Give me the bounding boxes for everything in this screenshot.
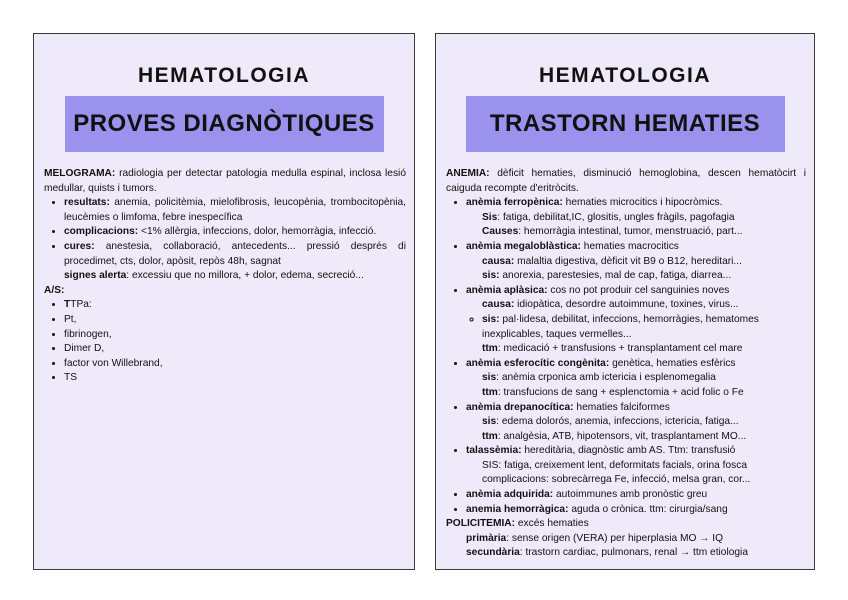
sub-list-item <box>482 298 806 313</box>
item-label: anèmia ferropènica: <box>466 197 563 209</box>
list-item <box>466 532 806 547</box>
item-label: Sis <box>482 211 498 223</box>
item-text: : edema dolorós, anemia, infeccions, ictericia, fatiga... <box>496 416 739 428</box>
item-text: TPa: <box>70 299 92 311</box>
sub-list-item <box>482 211 806 226</box>
item-text: complicacions: sobrecàrrega Fe, infecció, melsa gran, cor... <box>482 474 751 486</box>
item-label: anèmia adquirida: <box>466 489 554 501</box>
item-text: anestesia, collaboració, antecedents... pressió després di procedimet, cts, dolor, apòsit, repòs 48h, sagnat <box>64 240 406 267</box>
policitemia-label: POLICITEMIA: <box>446 518 516 530</box>
list-item <box>466 357 806 401</box>
list-item <box>466 546 806 561</box>
item-label: anèmia megaloblàstica: <box>466 240 581 252</box>
as-list <box>44 298 406 386</box>
card-trastorn-hematies <box>435 33 815 570</box>
item-text: idiopàtica, desordre autoimmune, toxines, virus... <box>514 299 739 311</box>
sub-list-item <box>482 255 806 270</box>
item-text: aguda o crònica. ttm: cirurgia/sang <box>568 503 728 515</box>
sub-list-item <box>482 313 806 342</box>
as-heading <box>44 284 406 299</box>
item-text: Dimer D, <box>64 343 105 355</box>
sub-list <box>466 459 806 488</box>
list-item <box>466 401 806 445</box>
item-label: ttm <box>482 386 498 398</box>
item-text: : hemorràgia intestinal, tumor, menstruació, part... <box>518 226 743 238</box>
item-label: sis <box>482 416 497 428</box>
melograma-text: radiologia per detectar patologia medulla espinal, inclosa lesió medullar, quists i tumors. <box>44 168 406 194</box>
item-text: : medicació + transfusions + transplantament cel mare <box>497 343 743 355</box>
melograma-list <box>44 196 406 284</box>
item-text: SIS: fatiga, creixement lent, deformitats facials, orina fosca <box>482 459 747 471</box>
sub-list-item <box>482 430 806 445</box>
item-label: causa: <box>482 299 515 311</box>
item-label: primària <box>466 532 507 544</box>
item-label: talassèmia: <box>466 445 522 457</box>
list-item <box>466 444 806 488</box>
right-section-title: HEMATOLOGIA <box>538 64 712 87</box>
list-item <box>64 342 406 357</box>
left-section-title: HEMATOLOGIA <box>137 64 311 87</box>
item-text: Pt, <box>64 313 77 325</box>
sub-list-item <box>482 269 806 284</box>
list-item <box>64 225 406 240</box>
item-text: TS <box>64 372 78 384</box>
as-label: A/S: <box>44 284 65 296</box>
list-item <box>64 371 406 386</box>
item-text: : excessiu que no millora, + dolor, edema, secreció... <box>126 270 364 282</box>
item-label: causa: <box>482 255 515 267</box>
sub-list-item <box>482 386 806 401</box>
sub-list <box>466 371 806 400</box>
item-text: cos no pot produir cel sanguinies noves <box>547 284 730 296</box>
item-label: secundària <box>466 547 520 559</box>
item-text: <1% allèrgia, infeccions, dolor, hemorràgia, infecció. <box>138 226 377 238</box>
item-text: genètica, hematies esfèrics <box>609 357 736 369</box>
item-label: anèmia aplàsica: <box>466 284 548 296</box>
melograma-label: MELOGRAMA: <box>44 168 116 179</box>
sub-list-item <box>482 225 806 240</box>
policitemia-paragraph <box>446 517 806 532</box>
item-text: : sense origen (VERA) per hiperplasia MO → IQ <box>506 532 724 544</box>
item-text: hematies microcitics i hipocròmics. <box>562 197 723 209</box>
sub-list <box>466 211 806 240</box>
sub-list <box>466 298 806 356</box>
list-item <box>466 240 806 284</box>
item-text: anorexia, parestesies, mal de cap, fatiga, diarrea... <box>499 270 732 282</box>
item-label: complicacions: <box>64 226 139 238</box>
right-content <box>436 167 814 561</box>
sub-list-item <box>482 473 806 488</box>
left-banner: PROVES DIAGNÒTIQUES <box>65 96 384 152</box>
item-label: resultats: <box>64 197 110 209</box>
item-label: sis <box>482 372 497 384</box>
list-item <box>64 357 406 372</box>
policitemia-list <box>446 532 806 561</box>
sub-list-item <box>482 415 806 430</box>
item-text: autoimmunes amb pronòstic greu <box>553 489 708 501</box>
sub-list <box>466 415 806 444</box>
list-item <box>466 488 806 503</box>
left-content <box>34 167 414 386</box>
item-label: ttm <box>482 430 498 442</box>
item-label: anèmia drepanocítica: <box>466 401 574 413</box>
item-text: : transfucions de sang + esplenctomia + acid folic o Fe <box>497 386 744 398</box>
item-label: sis: <box>482 313 500 325</box>
melograma-paragraph <box>44 167 406 196</box>
item-text: pal·lidesa, debilitat, infeccions, hemorràgies, hematomes inexplicables, taques vermelles... <box>482 313 759 340</box>
list-item <box>64 313 406 328</box>
item-label: anemia hemorràgica: <box>466 503 569 515</box>
item-label: sis: <box>482 270 500 282</box>
policitemia-text: excés hematies <box>515 518 589 530</box>
list-item <box>466 284 806 357</box>
item-label: anèmia esferocític congènita: <box>466 357 610 369</box>
item-label: ttm <box>482 343 498 355</box>
sub-list-item <box>482 459 806 474</box>
item-label: Causes <box>482 226 519 238</box>
item-text: anemia, policitèmia, mielofibrosis, leucopènia, trombocitopènia, leucèmies o limfoma, febre inespecífica <box>64 197 406 223</box>
anemia-label: ANEMIA: <box>446 168 490 179</box>
item-text: : fatiga, debilitat,IC, glositis, ungles fràgils, pagofagia <box>497 211 735 223</box>
item-text: : anèmia crponica amb ictericia i esplenomegalia <box>496 372 716 384</box>
anemia-list <box>446 196 806 517</box>
list-item <box>64 269 406 284</box>
sub-list-item <box>482 371 806 386</box>
right-banner: TRASTORN HEMATIES <box>466 96 785 152</box>
list-item <box>64 328 406 343</box>
item-label: T <box>64 299 71 311</box>
item-label: cures: <box>64 240 95 252</box>
list-item <box>64 298 406 313</box>
list-item <box>64 196 406 225</box>
list-item <box>466 503 806 518</box>
item-text: malaltia digestiva, dèficit vit B9 o B12, hereditari... <box>514 255 742 267</box>
sub-list-item <box>482 342 806 357</box>
anemia-text: dèficit hematies, disminució hemoglobina, descen hematòcirt i caiguda recompte d'eritròcits. <box>446 168 806 194</box>
item-text: hereditària, diagnòstic amb AS. Ttm: transfusió <box>521 445 736 457</box>
item-text: factor von Willebrand, <box>64 357 163 369</box>
item-text: : analgèsia, ATB, hipotensors, vit, trasplantament MO... <box>497 430 747 442</box>
item-text: hematies falciformes <box>573 401 670 413</box>
list-item <box>64 240 406 269</box>
sub-list <box>466 255 806 284</box>
item-text: hematies macrocitics <box>580 240 679 252</box>
item-text: : trastorn cardiac, pulmonars, renal → ttm etiologia <box>519 547 748 559</box>
item-text: fibrinogen, <box>64 328 112 340</box>
anemia-paragraph <box>446 167 806 196</box>
list-item <box>466 196 806 240</box>
card-proves-diagnostiques <box>33 33 415 570</box>
item-label: signes alerta <box>64 270 127 282</box>
